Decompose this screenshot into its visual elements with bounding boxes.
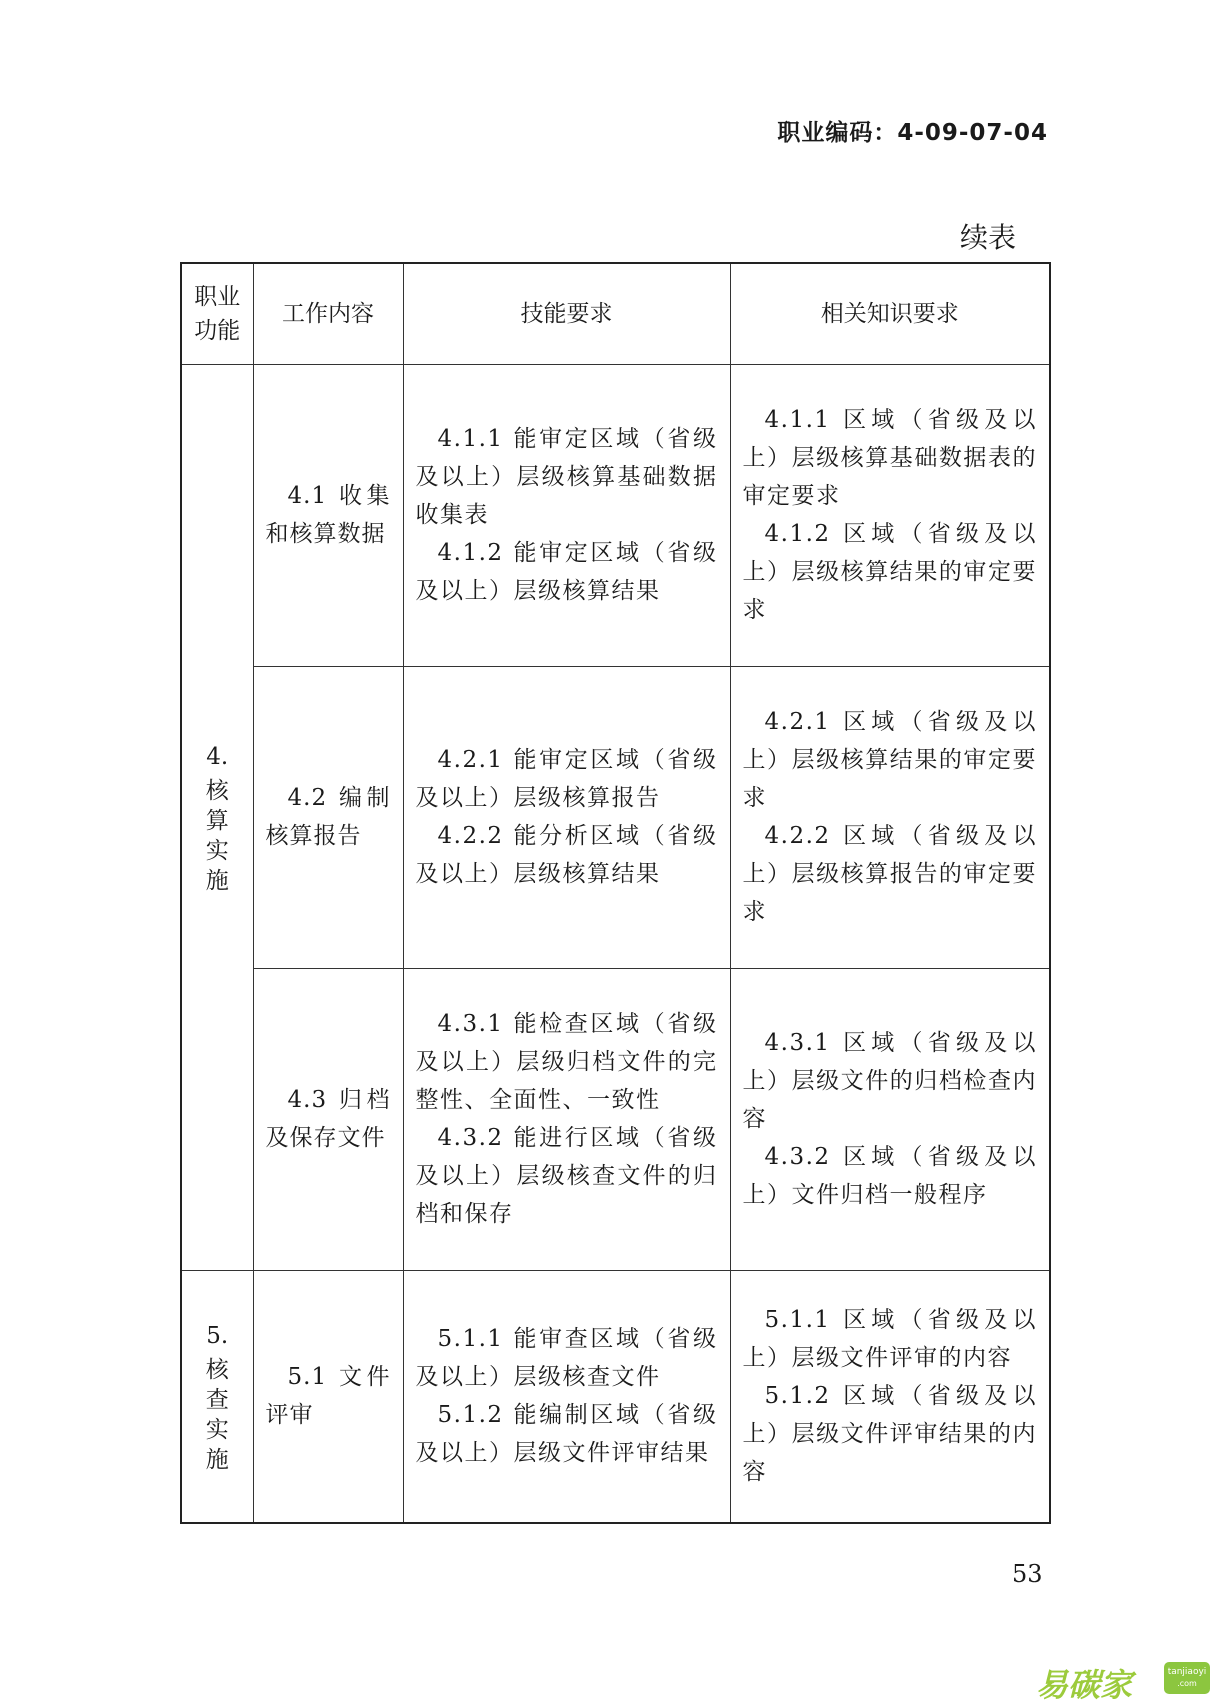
table-row [181,364,1050,666]
knowledge-item: 4.3.2 区域（省级及以上）文件归档一般程序 [742,1144,1037,1208]
site-watermark-logo [1036,1656,1212,1704]
page-number: 53 [1012,1560,1043,1588]
function-name: 核查实施 [205,1357,229,1474]
knowledge-item: 4.2.2 区域（省级及以上）层级核算报告的审定要求 [742,823,1037,925]
work-content-text: 4.2 编制核算报告 [265,785,391,849]
skill-item: 5.1.2 能编制区域（省级及以上）层级文件评审结果 [415,1402,718,1467]
work-content-cell [253,364,403,666]
table-row [181,1270,1050,1523]
skill-cell [403,968,730,1270]
function-cell-verification [181,1270,253,1523]
skill-item: 4.3.2 能进行区域（省级及以上）层级核查文件的归档和保存 [415,1125,718,1227]
skill-item: 4.2.1 能审定区域（省级及以上）层级核算报告 [415,747,718,811]
skill-item: 4.1.1 能审定区域（省级及以上）层级核算基础数据收集表 [415,426,718,528]
work-content-text: 5.1 文件评审 [265,1364,391,1429]
continued-table-label: 续表 [959,221,1016,254]
skill-item: 4.2.2 能分析区域（省级及以上）层级核算结果 [415,823,718,887]
knowledge-cell [730,666,1050,968]
knowledge-item: 4.1.2 区域（省级及以上）层级核算结果的审定要求 [742,521,1037,623]
skill-item: 4.1.2 能审定区域（省级及以上）层级核算结果 [415,540,718,604]
skill-item: 4.3.1 能检查区域（省级及以上）层级归档文件的完整性、全面性、一致性 [415,1011,718,1113]
watermark-domain: tanjiaoyi [1167,1667,1207,1677]
knowledge-cell [730,1270,1050,1523]
function-number: 5. [206,1323,229,1350]
watermark-text: 易碳家 [1036,1666,1133,1704]
knowledge-item: 4.1.1 区域（省级及以上）层级核算基础数据表的审定要求 [742,407,1037,509]
table-row [181,666,1050,968]
skills-requirements-table [180,262,1051,1524]
knowledge-item: 5.1.2 区域（省级及以上）层级文件评审结果的内容 [742,1383,1037,1486]
skill-cell [403,666,730,968]
knowledge-cell [730,968,1050,1270]
work-content-cell [253,1270,403,1523]
work-content-text: 4.1 收集和核算数据 [265,483,391,547]
knowledge-item: 4.2.1 区域（省级及以上）层级核算结果的审定要求 [742,709,1037,811]
header-knowledge-requirements: 相关知识要求 [730,263,1050,364]
watermark-badge [1164,1662,1210,1694]
header-func-line1: 职业 功能 [194,283,241,344]
function-number: 4. [206,744,229,770]
header-occupational-function [181,263,253,364]
knowledge-item: 4.3.1 区域（省级及以上）层级文件的归档检查内容 [742,1030,1037,1132]
knowledge-cell [730,364,1050,666]
watermark-tld: .com [1177,1679,1197,1688]
header-work-content: 工作内容 [253,263,403,364]
skill-item: 5.1.1 能审查区域（省级及以上）层级核查文件 [415,1326,718,1391]
work-content-text: 4.3 归档及保存文件 [265,1087,391,1151]
table-row [181,968,1050,1270]
function-name: 核算实施 [205,778,229,894]
work-content-cell [253,968,403,1270]
header-skill-requirements: 技能要求 [403,263,730,364]
table-header-row [181,263,1050,364]
work-content-cell [253,666,403,968]
knowledge-item: 5.1.1 区域（省级及以上）层级文件评审的内容 [742,1307,1037,1372]
function-cell-accounting [181,364,253,1270]
skill-cell [403,1270,730,1523]
skill-cell [403,364,730,666]
occupation-code: 职业编码：4-09-07-04 [777,120,1048,146]
